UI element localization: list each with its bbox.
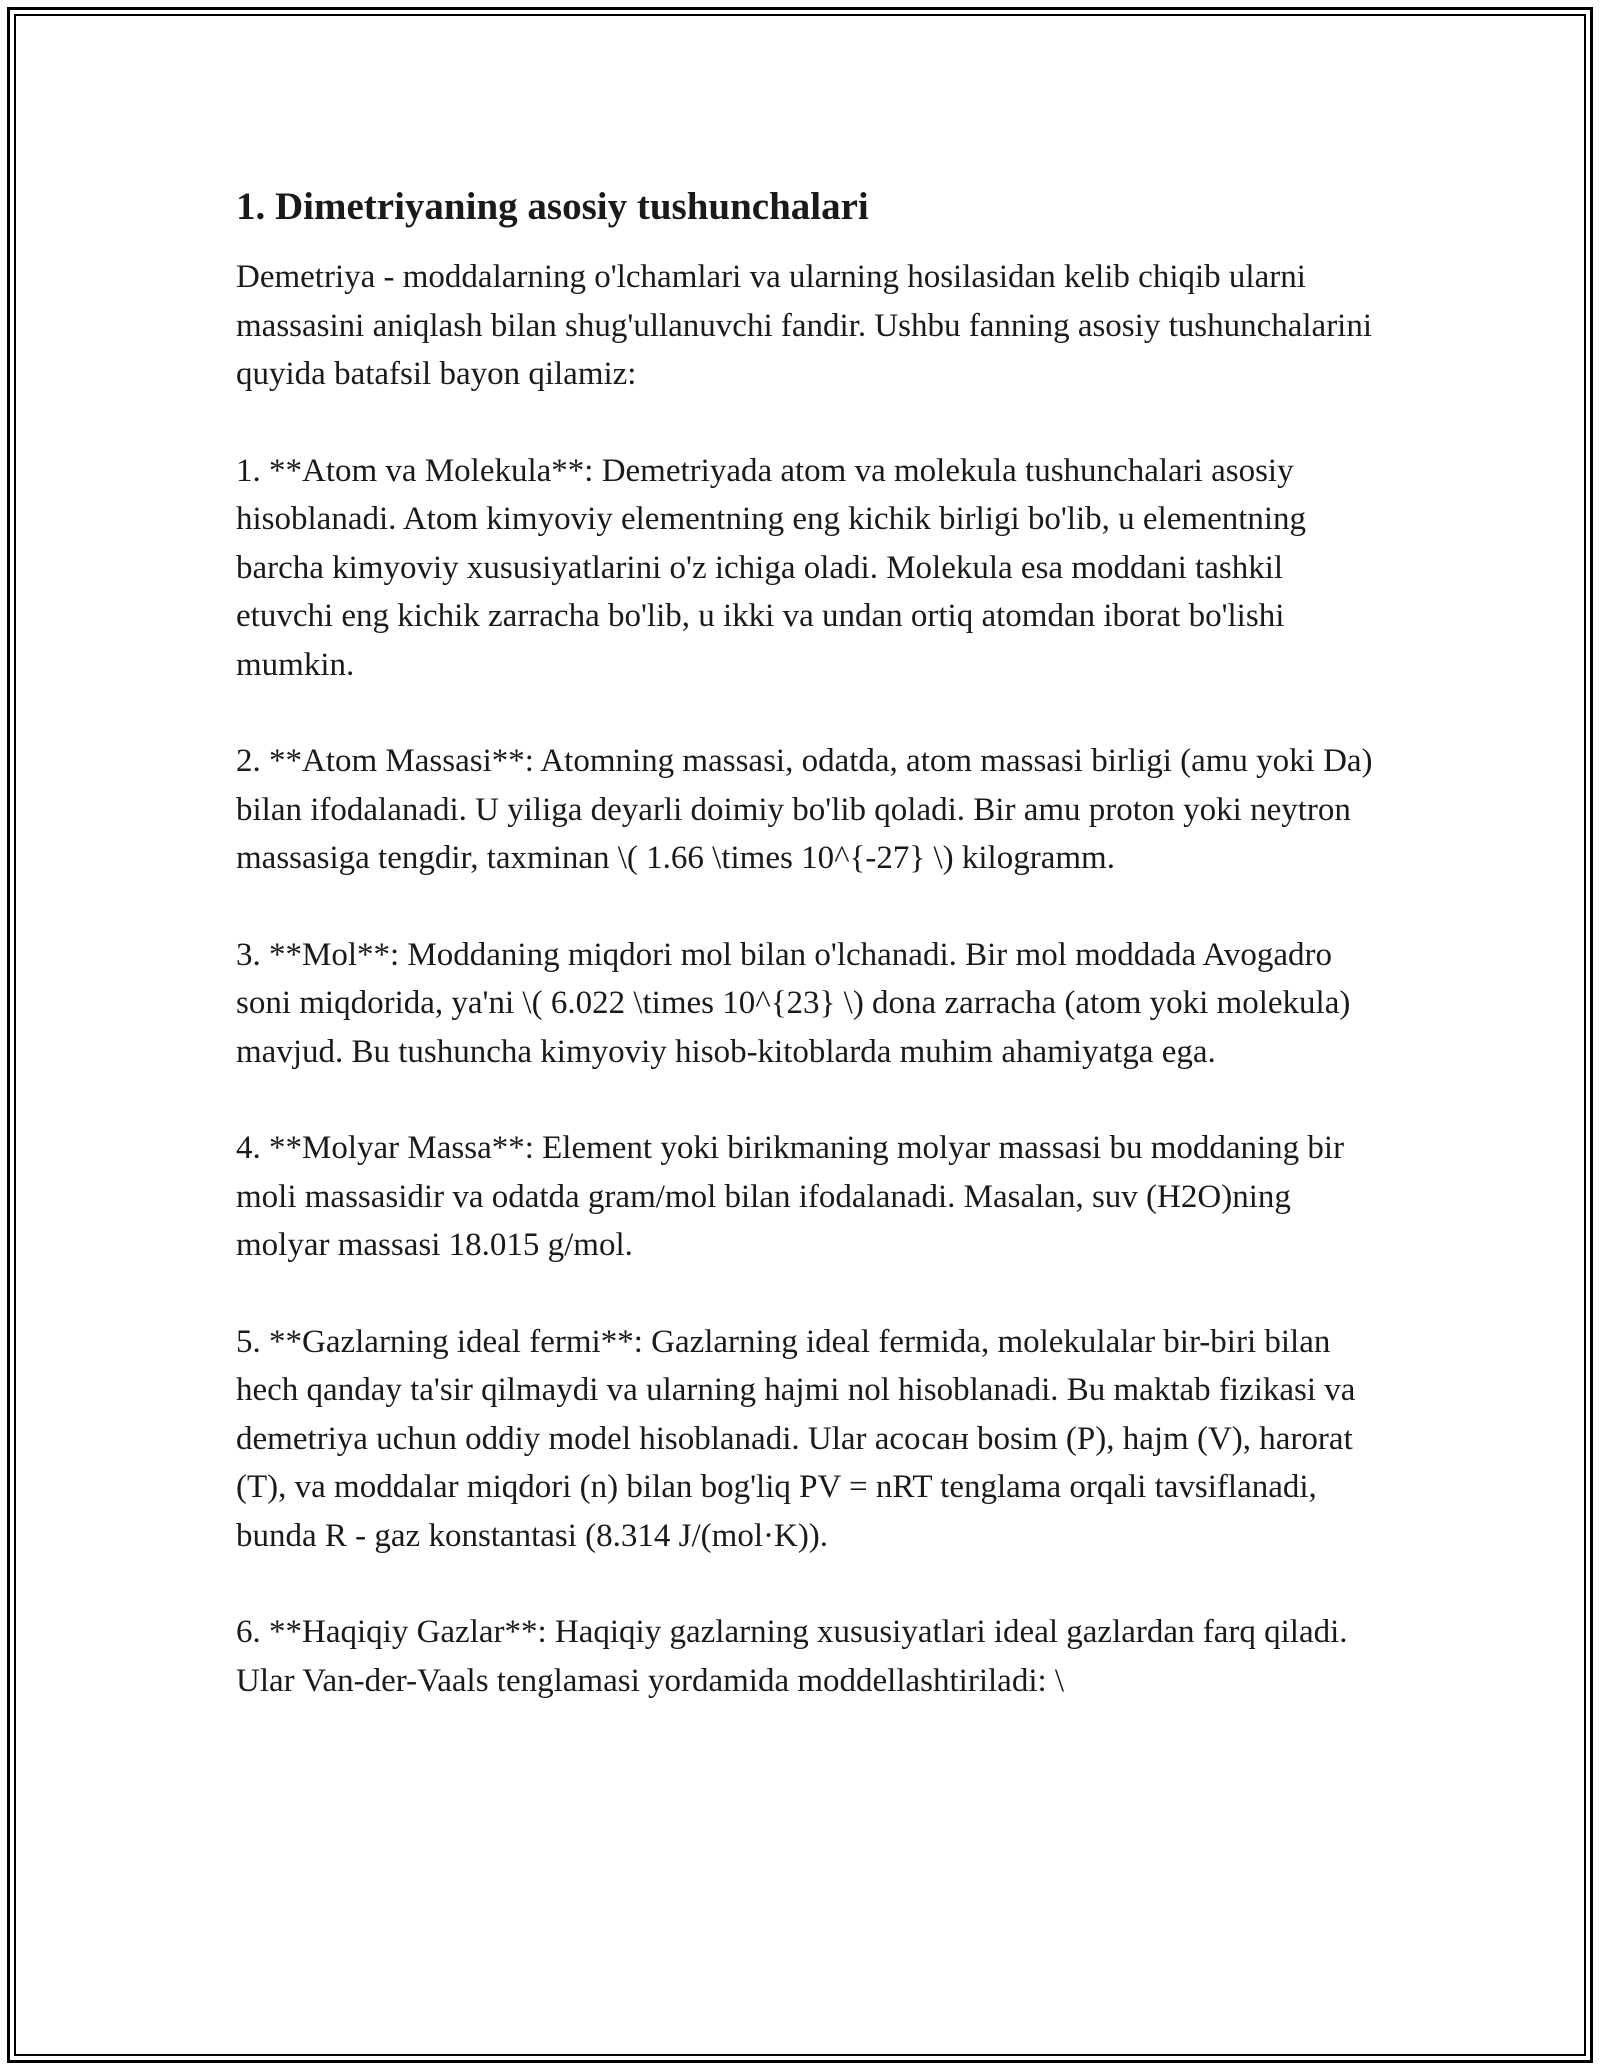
document-title: 1. Dimetriyaning asosiy tushunchalari — [236, 185, 869, 228]
document-body — [236, 183, 1386, 1753]
paragraph-atom-molekula: 1. **Atom va Molekula**: Demetriyada atom va molekula tushunchalari asosiy hisoblanadi. Atom kimyoviy elementning eng kichik birligi bo'lib, u elementning barcha kimyoviy xususiyatlarini o'z ichiga oladi. Molekula esa moddani tashkil etuvchi eng kichik zarracha bo'lib, u ikki va undan ortiq atomdan iborat bo'lishi mumkin. — [236, 452, 1307, 683]
intro-paragraph: Demetriya - moddalarning o'lchamlari va ularning hosilasidan kelib chiqib ularni massasini aniqlash bilan shug'ullanuvchi fandir. Ushbu fanning asosiy tushunchalarini quyida batafsil bayon qilamiz: — [236, 259, 1373, 392]
paragraph-ideal-gaz: 5. **Gazlarning ideal fermi**: Gazlarning ideal fermida, molekulalar bir-biri bilan hech qanday ta'sir qilmaydi va ularning hajmi nol hisoblanadi. Bu maktab fizikasi va demetriya uchun oddiy model hisoblanadi. Ular асосан bosim (P), hajm (V), harorat (T), va moddalar miqdori (n) bilan bog'liq PV = nRT tenglama orqali tavsiflanadi, bunda R - gaz konstantasi (8.314 J/(mol·K)). — [236, 1323, 1356, 1554]
paragraph-mol: 3. **Mol**: Moddaning miqdori mol bilan o'lchanadi. Bir mol moddada Avogadro soni miqdorida, ya'ni \( 6.022 \times 10^{23} \) dona zarracha (atom yoki molekula) mavjud. Bu tushuncha kimyoviy hisob-kitoblarda muhim ahamiyatga ega. — [236, 936, 1351, 1070]
paragraph-haqiqiy-gazlar: 6. **Haqiqiy Gazlar**: Haqiqiy gazlarning xususiyatlari ideal gazlardan farq qiladi. Ular Van-der-Vaals tenglamasi yordamida moddellashtiriladi: \ — [236, 1614, 1348, 1699]
paragraph-atom-massasi: 2. **Atom Massasi**: Atomning massasi, odatda, atom massasi birligi (amu yoki Da) bilan ifodalanadi. U yiliga deyarli doimiy bo'lib qoladi. Bir amu proton yoki neytron massasiga tengdir, taxminan \( 1.66 \times 10^{-27} \) kilogramm. — [236, 743, 1373, 876]
paragraph-molyar-massa: 4. **Molyar Massa**: Element yoki birikmaning molyar massasi bu moddaning bir moli massasidir va odatda gram/mol bilan ifodalanadi. Masalan, suv (H2O)ning molyar massasi 18.015 g/mol. — [236, 1130, 1345, 1263]
